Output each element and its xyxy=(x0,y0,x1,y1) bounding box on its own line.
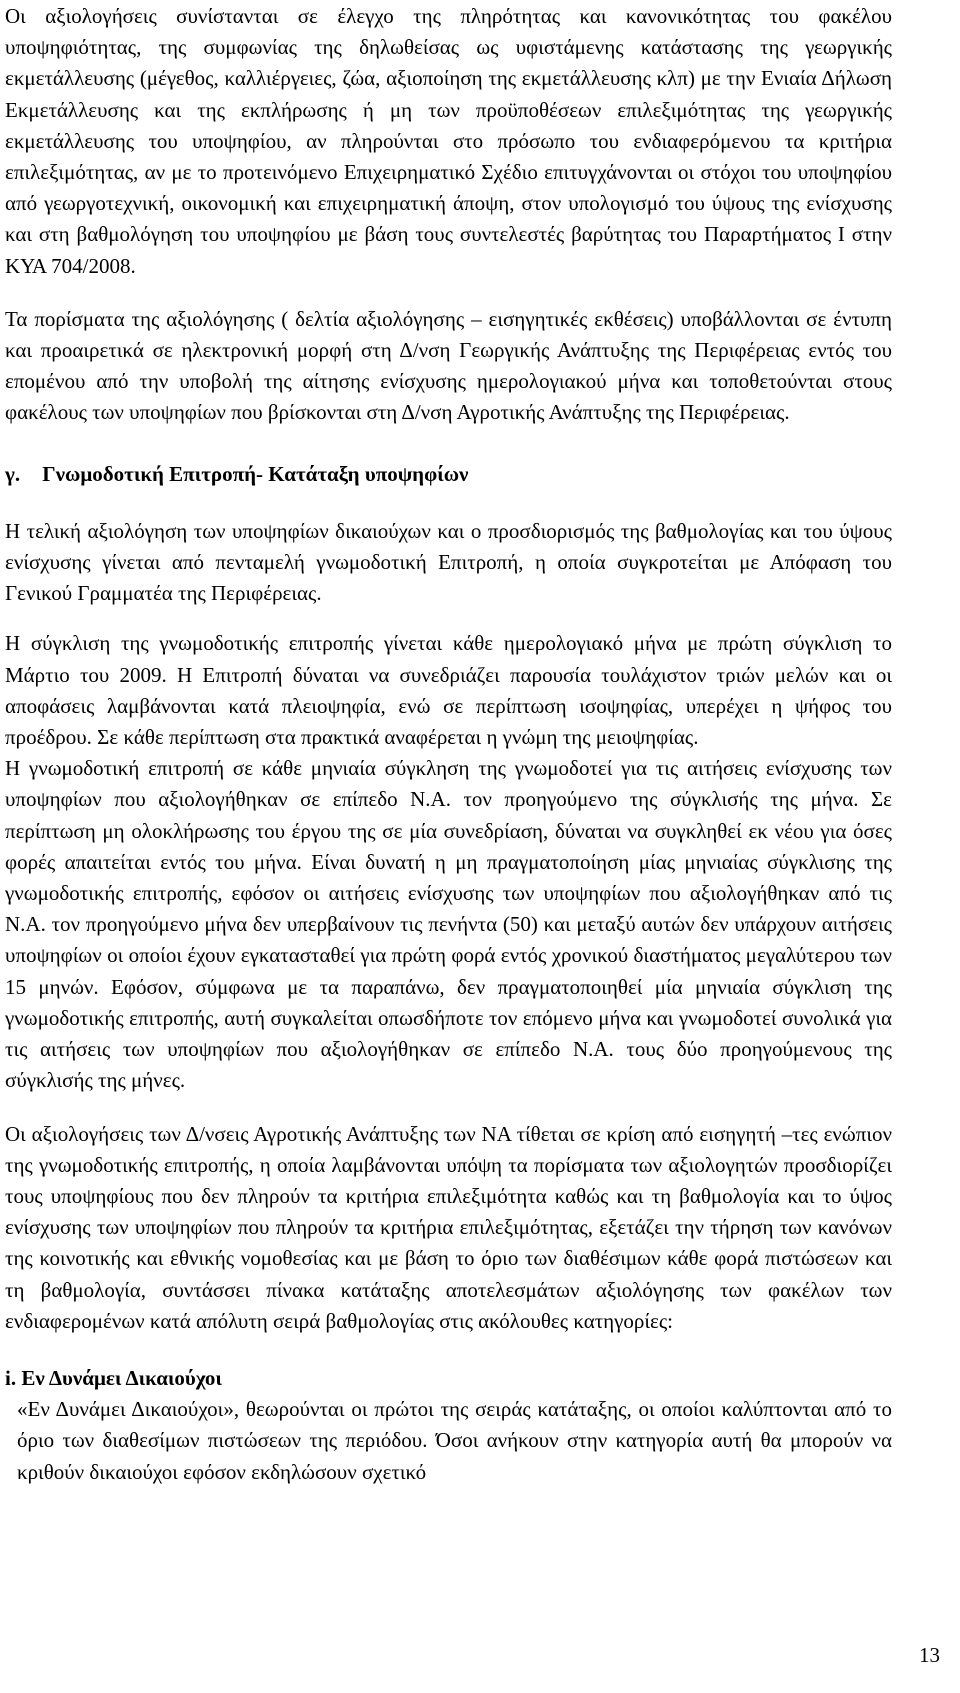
paragraph-evaluation-findings: Τα πορίσματα της αξιολόγησης ( δελτία αξιολόγησης – εισηγητικές εκθέσεις) υποβάλλονται σε έντυπη και προαιρετικά σε ηλεκτρονική μορφή στη Δ/νση Γεωργικής Ανάπτυξης της Περιφέρειας εντός του επομένου από την υποβολή της αίτησης ενίσχυσης ημερολογιακού μήνα και τοποθετούνται στους φακέλους των υποψηφίων που βρίσκονται στη Δ/νση Αγροτικής Ανάπτυξης της Περιφέρειας. xyxy=(5,306,892,425)
paragraph-evaluation-scope: Οι αξιολογήσεις συνίστανται σε έλεγχο της πληρότητας και κανονικότητας του φακέλου υποψηφιότητας, της συμφωνίας της δηλωθείσας ως υφιστάμενης κατάστασης της γεωργικής εκμετάλλευσης (μέγεθος, καλλιέργειες, ζώα, αξιοποίηση της εκμετάλλευσης κλπ) με την Ενιαία Δήλωση Εκμετάλλευσης και της εκπλήρωσης ή μη των προϋποθέσεων επιλεξιμότητας της γεωργικής εκμετάλλευσης του υποψηφίου, αν πληρούνται στο πρόσωπο του ενδιαφερόμενου τα κριτήρια επιλεξιμότητας, αν με το προτεινόμενο Επιχειρηματικό Σχέδιο επιτυγχάνονται οι στόχοι του υποψηφίου από γεωργοτεχνική, οικονομική και επιχειρηματική άποψη, στον υπολογισμό του ύψους της ενίσχυσης και στη βαθμολόγηση του υποψηφίου με βάση τους συντελεστές βαρύτητας του Παραρτήματος Ι στην ΚΥΑ 704/2008. xyxy=(5,4,892,278)
section-heading xyxy=(5,459,892,490)
paragraph-ranking-table: Οι αξιολογήσεις των Δ/νσεις Αγροτικής Ανάπτυξης των ΝΑ τίθεται σε κρίση από εισηγητή –τες ενώπιον της γνωμοδοτικής επιτροπής, η οποία λαμβάνονται υπόψη τα πορίσματα των αξιολογητών προσδιορίζει τους υποψηφίους που δεν πληρούν τα κριτήρια επιλεξιμότητα καθώς και τη βαθμολογία και το ύψος ενίσχυσης των υποψηφίων που πληρούν τα κριτήρια επιλεξιμότητας, εξετάζει την τήρηση των κανόνων της κοινοτικής και εθνικής νομοθεσίας και με βάση το όριο των διαθέσιμων κάθε φορά πιστώσεων και τη βαθμολογία, συντάσσει πίνακα κατάταξης αποτελεσμάτων αξιολόγησης των φακέλων των ενδιαφερομένων κατά απόλυτη σειρά βαθμολογίας στις ακόλουθες κατηγορίες: xyxy=(5,1121,892,1333)
paragraph-committee-convening: Η σύγκλιση της γνωμοδοτικής επιτροπής γίνεται κάθε ημερολογιακό μήνα με πρώτη σύγκλιση το Μάρτιο του 2009. Η Επιτροπή δύναται να συνεδριάζει παρουσία τουλάχιστον τριών μελών και οι αποφάσεις λαμβάνονται κατά πλειοψηφία, ενώ σε περίπτωση ισοψηφίας, υπερέχει η ψήφος του προέδρου. Σε κάθε περίπτωση στα πρακτικά αναφέρεται η γνώμη της μειοψηφίας. xyxy=(5,631,892,750)
section-heading-title: Γνωμοδοτική Επιτροπή- Κατάταξη υποψηφίων xyxy=(42,461,469,486)
paragraph-potential-beneficiaries: «Εν Δυνάμει Δικαιούχοι», θεωρούνται οι πρώτοι της σειράς κατάταξης, οι οποίοι καλύπτονται από το όριο των διαθεσίμων πιστώσεων της περιόδου. Όσοι ανήκουν στην κατηγορία αυτή θα μπορούν να κριθούν δικαιούχοι εφόσον εκδηλώσουν σχετικό xyxy=(17,1397,892,1484)
section-heading-number: γ. xyxy=(5,461,21,486)
document-body xyxy=(5,1,892,1488)
subheading-potential-beneficiaries: i. Εν Δυνάμει Δικαιούχοι xyxy=(5,1365,222,1390)
paragraph-monthly-meeting: Η γνωμοδοτική επιτροπή σε κάθε μηνιαία σύγκληση της γνωμοδοτεί για τις αιτήσεις ενίσχυσης των υποψηφίων που αξιολογήθηκαν σε επίπεδο Ν.Α. τον προηγούμενο της σύγκλισής της μήνα. Σε περίπτωση μη ολοκλήρωσης του έργου της σε μία συνεδρίαση, δύναται να συγκληθεί εκ νέου για όσες φορές απαιτείται εντός του μήνα. Είναι δυνατή η μη πραγματοποίηση μίας μηνιαίας σύγκλισης της γνωμοδοτικής επιτροπής, εφόσον οι αιτήσεις ενίσχυσης των υποψηφίων που αξιολογήθηκαν από τις Ν.Α. τον προηγούμενο μήνα δεν υπερβαίνουν τις πενήντα (50) και μεταξύ αυτών δεν υπάρχουν αιτήσεις υποψηφίων οι οποίοι έχουν εγκατασταθεί για πρώτη φορά εντός χρονικού διαστήματος μεγαλύτερου των 15 μηνών. Εφόσον, σύμφωνα με τα παραπάνω, δεν πραγματοποιηθεί μία μηνιαία σύγκλιση της γνωμοδοτικής επιτροπής, αυτή συγκαλείται οπωσδήποτε τον επόμενο μήνα και γνωμοδοτεί συνολικά για τις αιτήσεις των υποψηφίων που αξιολογήθηκαν σε επίπεδο Ν.Α. τους δύο προηγούμενους της σύγκλισής της μήνες. xyxy=(5,756,892,1093)
page-number: 13 xyxy=(919,1643,940,1667)
paragraph-final-evaluation: Η τελική αξιολόγηση των υποψηφίων δικαιούχων και ο προσδιορισμός της βαθμολογίας και του ύψους ενίσχυσης γίνεται από πενταμελή γνωμοδοτική Επιτροπή, η οποία συγκροτείται με Απόφαση του Γενικού Γραμματέα της Περιφέρειας. xyxy=(5,518,892,606)
